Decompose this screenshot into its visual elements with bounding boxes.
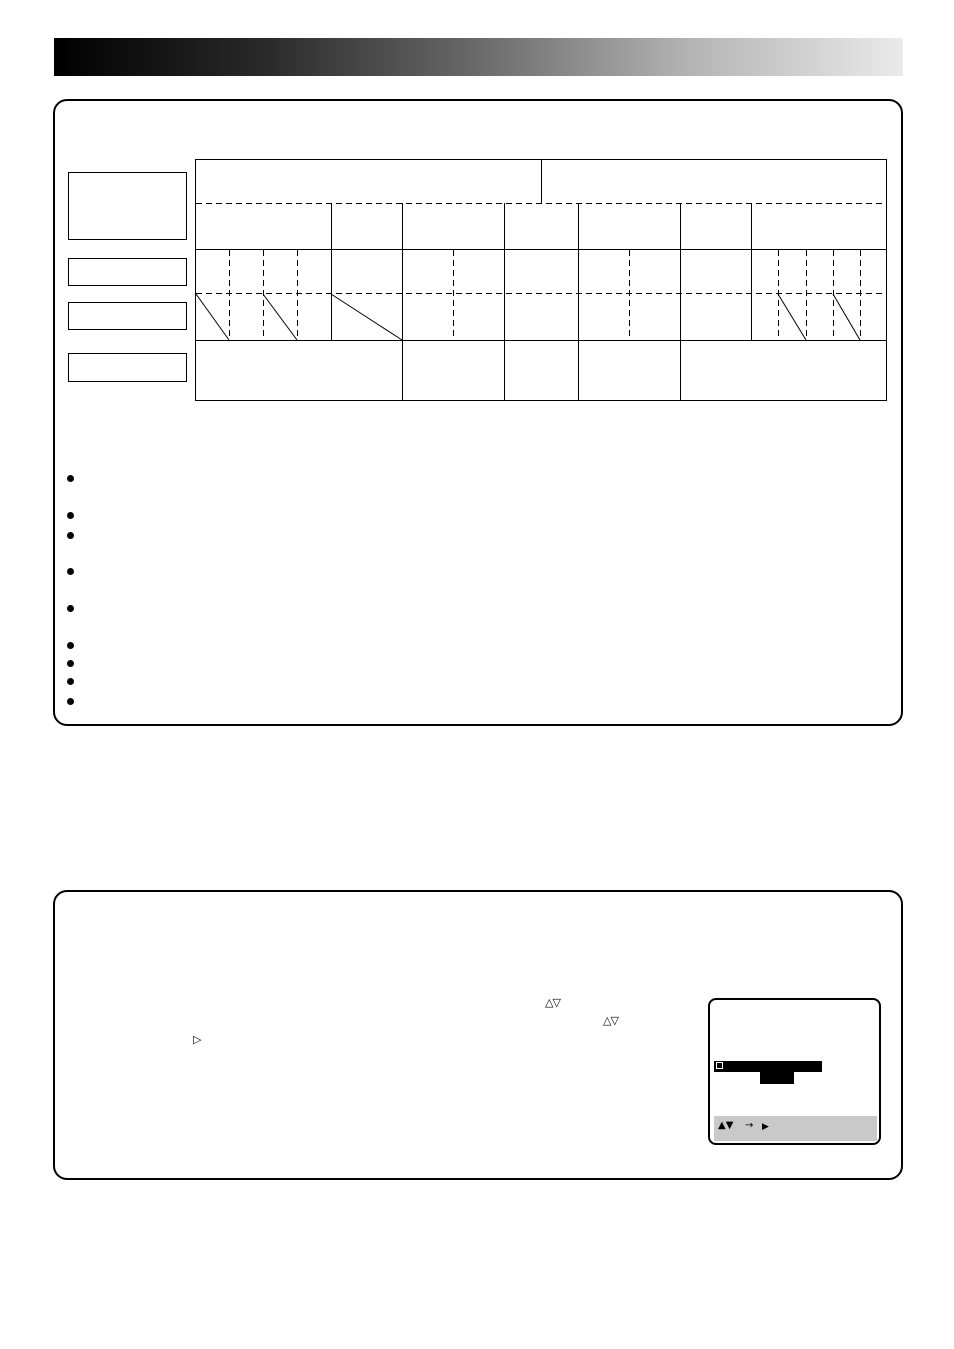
- pointer-icon: [716, 1062, 723, 1069]
- bullet-8: [67, 678, 74, 685]
- bullet-7: [67, 660, 74, 667]
- updown-arrows-icon: ▲▼: [718, 1120, 734, 1131]
- updown-arrows-icon: △▽: [545, 996, 560, 1009]
- right-arrow-icon: ▷: [193, 1033, 202, 1046]
- osd-selected-item: [714, 1061, 822, 1072]
- play-icon: ▶: [762, 1122, 769, 1132]
- bullet-3: [67, 532, 74, 539]
- updown-arrows-icon: △▽: [603, 1014, 618, 1027]
- bullet-4: [67, 568, 74, 575]
- ramp-5: [833, 294, 860, 340]
- bullet-6: [67, 642, 74, 649]
- osd-selected-value: [760, 1072, 794, 1084]
- bullet-5: [67, 605, 74, 612]
- bullet-9: [67, 698, 74, 705]
- ramp-4: [778, 294, 806, 340]
- ramp-2: [263, 294, 297, 340]
- osd-screen: [708, 998, 881, 1145]
- ramp-1: [196, 294, 229, 340]
- osd-footer: [714, 1116, 877, 1141]
- arrow-right-icon: →: [745, 1120, 754, 1131]
- bullet-2: [67, 512, 74, 519]
- ramp-3: [331, 294, 402, 340]
- bullet-1: [67, 475, 74, 482]
